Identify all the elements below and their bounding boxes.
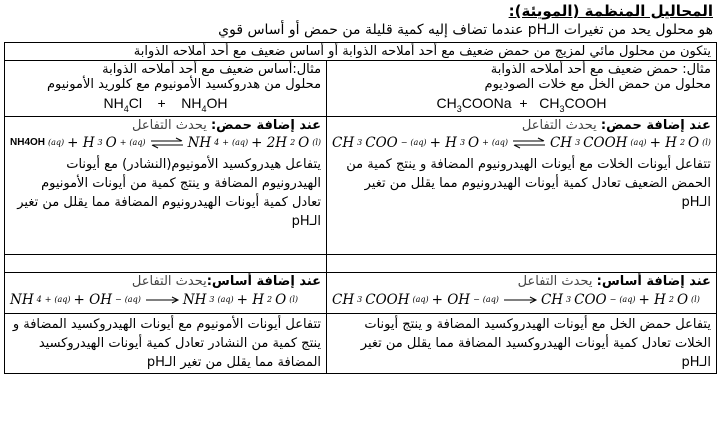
section-title: المحاليل المنظمة (المويئة): <box>508 2 713 20</box>
plus-sign: + <box>519 95 528 111</box>
base-example-formula <box>10 92 321 115</box>
acid-base-addition-cell <box>327 272 717 313</box>
acid-acid-equation: CH 3 COO − (aq) + H 3 O + (aq) CH 3 COOH (aq) + H 2 O (l) <box>332 134 711 151</box>
acid-base-explanation: يتفاعل حمض الخل مع أيونات الهيدروكسيد المضافة و ينتج أيونات الخلات تعادل كمية أيونات الهيدروكسيد المضافة مما يقلل من تغير الـpH <box>327 313 717 373</box>
base-acid-addition-cell <box>5 116 327 254</box>
empty-cell <box>327 254 717 272</box>
acid-base-equation: CH 3 COOH (aq) + OH − (aq) CH 3 COO − (aq) + H 2 O (l) <box>332 291 700 308</box>
base-base-equation: NH 4 + (aq) + OH − (aq) NH 3 (aq) + H 2 O (l) <box>10 291 299 308</box>
acid-addition-heading: عند إضافة حمض: يحدث التفاعل <box>132 117 322 133</box>
composition-text: يتكون من محلول مائي لمزيج من حمض ضعيف مع أحد أملاحه الذوابة أو أساس ضعيف مع أحد أملاحه الذوابة <box>5 43 717 61</box>
acid-example-cell <box>327 61 717 117</box>
equilibrium-arrow-icon <box>511 137 547 149</box>
acid-addition-row <box>5 116 717 254</box>
base-example-cell <box>5 61 327 117</box>
definition-text: هو محلول يحد من تغيرات الـpH عندما تضاف إليه كمية قليلة من حمض أو أساس قوي <box>218 22 713 38</box>
base-example-label: مثال:أساس ضعيف مع أحد أملاحه الذوابة <box>102 62 322 77</box>
buffer-table <box>4 42 717 374</box>
base-acid-explanation: يتفاعل هيدروكسيد الأمونيوم(النشادر) مع أيونات الهيدرونيوم المضافة و ينتج كمية من أيونات الأمونيوم تعادل كمية أيونات الهيدرونيوم المضافة مما يقلل من تغير الـpH <box>17 156 322 229</box>
examples-row <box>5 61 717 117</box>
acid-example-label: مثال: حمض ضعيف مع أحد أملاحه الذوابة <box>490 62 711 77</box>
base-base-explanation: تتفاعل أيونات الأمونيوم مع أيونات الهيدروكسيد المضافة و ينتج كمية من النشادر تعادل كمية أيونات الهيدروكسيد المضافة مما يقلل من تغير الـpH <box>5 313 327 373</box>
equation-lhs: NH4OH <box>10 137 46 149</box>
base-addition-heading: عند إضافة أساس: يحدث التفاعل <box>517 273 711 289</box>
plus-sign: + <box>157 95 166 111</box>
acid-example-formula <box>332 92 711 115</box>
spacer-row <box>5 254 717 272</box>
equilibrium-arrow-icon <box>149 137 185 149</box>
sodium-acetate-formula: $CH_3COONa$ <box>436 95 512 114</box>
acetic-acid-formula: $CH_3COOH$ <box>539 95 607 114</box>
empty-cell <box>5 254 327 272</box>
ammonium-hydroxide-formula: $NH_4OH$ <box>181 95 228 114</box>
reaction-arrow-icon <box>502 294 538 306</box>
acid-acid-addition-cell <box>327 116 717 254</box>
acid-example-solution: محلول من حمض الخل مع خلات الصوديوم <box>484 77 711 92</box>
ammonium-chloride-formula: $NH_4Cl$ <box>103 95 142 114</box>
base-explanation-row <box>5 313 717 373</box>
reaction-arrow-icon <box>144 294 180 306</box>
base-acid-equation: NH4OH (aq) + H 3 O + (aq) NH 4 + (aq) + 2H 2 O (l) <box>10 134 322 151</box>
composition-row <box>5 43 717 61</box>
base-addition-heading: عند إضافة أساس:يحدث التفاعل <box>131 273 322 289</box>
base-base-addition-cell <box>5 272 327 313</box>
acid-acid-explanation: تتفاعل أيونات الخلات مع أيونات الهيدرونيوم المضافة و ينتج كمية من الحمض الضعيف تعادل كمية أيونات الهيدرونيوم مما يقلل من تغير الـpH <box>346 156 711 210</box>
base-addition-row <box>5 272 717 313</box>
acid-addition-heading: عند إضافة حمض: يحدث التفاعل <box>521 117 711 133</box>
base-example-solution: محلول من هدروكسيد الأمونيوم مع كلوريد الأمونيوم <box>46 77 322 92</box>
